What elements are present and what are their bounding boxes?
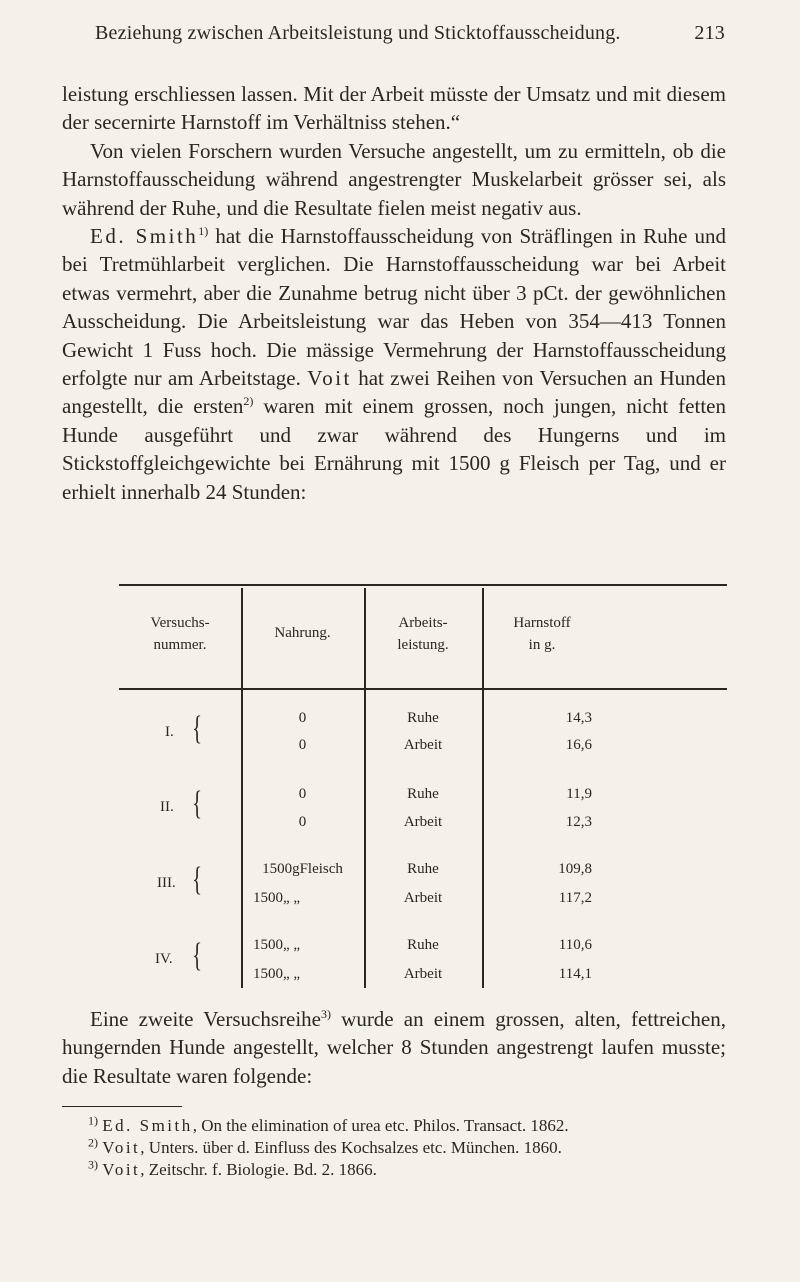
header-text: Versuchs- bbox=[150, 615, 210, 631]
work-cell: Ruhe bbox=[407, 786, 439, 802]
experiment-number: IV. bbox=[155, 951, 173, 967]
footnote-author: Voit bbox=[102, 1160, 141, 1179]
urea-cell: 117,2 bbox=[558, 890, 592, 906]
experiment-number: III. bbox=[157, 875, 176, 891]
header-arbeitsleistung bbox=[364, 612, 482, 656]
brace-icon: { bbox=[192, 861, 203, 898]
work-cell: Arbeit bbox=[403, 737, 443, 753]
experiment-number: I. bbox=[165, 724, 174, 740]
footnote-mark: 2) bbox=[88, 1135, 98, 1150]
table-header-rule bbox=[119, 688, 727, 690]
author-name-smith: Ed. Smith bbox=[90, 224, 199, 249]
food-cell: 0 bbox=[298, 814, 307, 830]
footnote-text: , On the elimination of urea etc. Philos. Transact. 1862. bbox=[192, 1116, 569, 1135]
header-harnstoff bbox=[482, 612, 602, 656]
food-cell: 1500„ „ bbox=[253, 966, 301, 982]
urea-cell: 12,3 bbox=[565, 814, 592, 830]
closing-text bbox=[62, 1005, 726, 1090]
urea-cell: 114,1 bbox=[558, 966, 592, 982]
paragraph-3-text-c: waren mit einem grossen, noch jungen, nicht fetten Hunde ausgeführt und zwar während des Hungerns und im Stickstoffgleichgewichte bei Ernährung mit 1500 g Fleisch per Tag, und er erhielt innerhalb 24 Stunden: bbox=[62, 394, 726, 504]
food-cell: 1500„ „ bbox=[253, 890, 301, 906]
paragraph-2: Von vielen Forschern wurden Versuche angestellt, um zu ermitteln, ob die Harnstoffausscheidung während angestrengter Muskelarbeit grösser sei, als während der Ruhe, und die Resultate fielen meist negativ aus. bbox=[62, 138, 726, 220]
header-text: leistung. bbox=[397, 637, 449, 653]
urea-cell: 14,3 bbox=[565, 710, 592, 726]
header-text: Harnstoff bbox=[513, 615, 571, 631]
main-text bbox=[62, 80, 726, 506]
work-cell: Arbeit bbox=[403, 890, 443, 906]
food-cell: 0 bbox=[298, 786, 307, 802]
food-cell: 1500„ „ bbox=[253, 937, 301, 953]
work-cell: Ruhe bbox=[407, 710, 439, 726]
experiment-number: II. bbox=[160, 799, 174, 815]
footnote-3 bbox=[88, 1159, 728, 1181]
paragraph-4-text-a: Eine zweite Versuchsreihe bbox=[90, 1007, 321, 1031]
footnote-ref-3: 3) bbox=[321, 1007, 331, 1021]
work-cell: Ruhe bbox=[407, 937, 439, 953]
paragraph-3-text-a: hat die Harnstoffausscheidung von Sträflingen in Ruhe und bei Tretmühlarbeit verglichen. Die Harnstoffausscheidung war bei Arbeit etwas vermehrt, aber die Zunahme betrug nicht über 3 pCt. der gewöhnlichen Ausscheidung. Die Arbeitsleistung war das Heben von 354—413 Tonnen Gewicht 1 Fuss hoch. Die mässige Vermehrung der Harnstoffausscheidung erfolgte nur am Arbeitstage. bbox=[62, 224, 726, 391]
urea-cell: 110,6 bbox=[558, 937, 592, 953]
urea-cell: 16,6 bbox=[565, 737, 592, 753]
footnote-mark: 1) bbox=[88, 1113, 98, 1128]
footnote-text: , Zeitschr. f. Biologie. Bd. 2. 1866. bbox=[140, 1160, 377, 1179]
footnote-rule bbox=[62, 1106, 182, 1107]
footnote-ref-1: 1) bbox=[198, 224, 209, 239]
header-text: Arbeits- bbox=[398, 615, 448, 631]
header-text: Nahrung. bbox=[274, 625, 331, 641]
food-cell: 0 bbox=[298, 710, 307, 726]
footnote-2 bbox=[88, 1137, 728, 1159]
header-nahrung bbox=[241, 622, 364, 644]
header-text: in g. bbox=[528, 637, 556, 653]
page-number: 213 bbox=[694, 22, 725, 44]
paragraph-3-text-b: hat zwei Reihen von Versuchen an Hunden angestellt, die ersten bbox=[62, 366, 726, 419]
footnote-text: , Unters. über d. Einfluss des Kochsalzes etc. München. 1860. bbox=[140, 1138, 562, 1157]
running-title: Beziehung zwischen Arbeitsleistung und Sticktoffausscheidung. bbox=[95, 22, 621, 44]
brace-icon: { bbox=[192, 785, 203, 822]
footnote-mark: 3) bbox=[88, 1157, 98, 1172]
paragraph-4 bbox=[62, 1005, 726, 1090]
header-text: nummer. bbox=[153, 637, 207, 653]
work-cell: Arbeit bbox=[403, 814, 443, 830]
paragraph-3 bbox=[62, 222, 726, 506]
work-cell: Arbeit bbox=[403, 966, 443, 982]
brace-icon: { bbox=[192, 937, 203, 974]
paragraph-4-text-b: wurde an einem grossen, alten, fettreichen, hungernden Hunde angestellt, welcher 8 Stunden angestrengt laufen musste; die Resultate waren folgende: bbox=[62, 1007, 727, 1088]
food-cell: 0 bbox=[298, 737, 307, 753]
header-versuchsnummer bbox=[119, 612, 241, 656]
footnotes bbox=[88, 1115, 728, 1181]
urea-cell: 11,9 bbox=[566, 786, 592, 802]
footnote-author: Voit bbox=[102, 1138, 141, 1157]
footnote-1 bbox=[88, 1115, 728, 1137]
footnote-ref-2: 2) bbox=[243, 394, 254, 409]
work-cell: Ruhe bbox=[407, 861, 439, 877]
paragraph-1: leistung erschliessen lassen. Mit der Arbeit müsste der Umsatz und mit diesem der secernirte Harnstoff im Verhältniss stehen.“ bbox=[62, 82, 726, 135]
food-cell: 1500gFleisch bbox=[262, 861, 343, 877]
table-top-rule bbox=[119, 584, 727, 586]
footnote-author: Ed. Smith bbox=[102, 1116, 193, 1135]
brace-icon: { bbox=[192, 710, 203, 747]
urea-cell: 109,8 bbox=[558, 861, 592, 877]
author-name-voit: Voit bbox=[307, 366, 352, 391]
